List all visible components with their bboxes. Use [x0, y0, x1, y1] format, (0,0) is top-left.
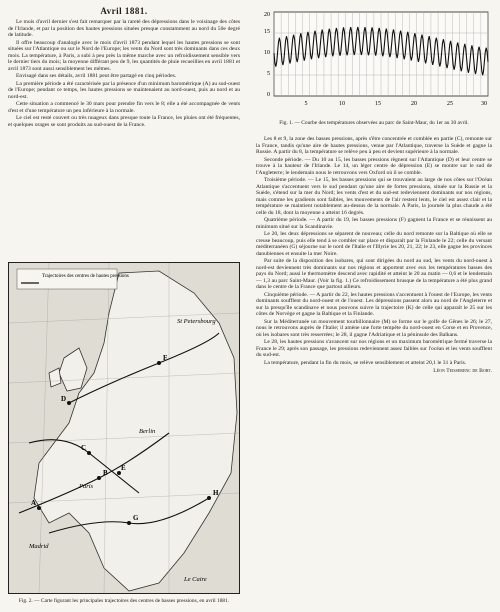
marker-e: E	[121, 464, 126, 472]
marker-b: B	[103, 469, 108, 477]
map-legend: Trajectoires des centres de hautes pressions	[42, 274, 129, 279]
right-paragraph-9: Le 28, les hautes pressions s'avancent sur nos régions et un maximum barométrique fermé traverse la France le 29; après son passage, les pressions redeviennent assez faibles sur l'océan et les vents soufflent du sud-est.	[256, 339, 492, 358]
right-paragraph-3: Troisième période. — Le 15, les basses pressions qui se trouvaient au large de nos côtes sur l'Océan Atlantique s'accentuent vers le sud pendant qu'une aire de fortes pressions, située sur la Russie et la Suède, s'étend sur la mer du Nord; les vents d'est et du sud-est redeviennent dominants sur nos régions, mais comme les gradients sont faibles, les mouvements de l'air restent lents, le ciel est assez clair et la température se maintient notablement au-dessus de la normale. A Paris, la journée la plus chaude a été celle du 18, dont la moyenne a atteint 16 degrés.	[256, 177, 492, 216]
y-tick-15: 15	[264, 29, 270, 35]
y-tick-10: 10	[264, 50, 270, 56]
place-berlin: Berlin	[139, 428, 156, 435]
marker-h: H	[213, 489, 219, 497]
temperature-chart	[256, 8, 492, 118]
right-paragraph-10: La température, pendant la fin du mois, se relève sensiblement et atteint 20,1 le 31 à Paris.	[264, 359, 467, 366]
marker-d: D	[61, 395, 67, 403]
marker-g: G	[133, 514, 139, 522]
x-tick-30: 30	[481, 101, 487, 107]
right-paragraph-6: Par suite de la disposition des isobares, qui sont dirigées du nord au sud, les vents du nord-ouest à nord-est deviennent très dominants sur nos régions et apportent avec eux les températures basses des pays du Nord; aussi le thermomètre descend avec rapidité et atteint le 20 au matin — 0,6 et le lendemain — 1,3 au parc Saint-Maur. (Voir la fig. 1.) Ce refroidissement brusque de la température a été plus grand dans le centre de la France que partout ailleurs.	[256, 258, 492, 290]
place-petersbourg: St Petersbourg	[177, 318, 216, 325]
y-tick-5: 5	[267, 71, 270, 77]
x-tick-25: 25	[447, 101, 453, 107]
x-tick-5: 5	[304, 101, 308, 107]
trajectory-map	[8, 262, 240, 594]
place-paris: Paris	[79, 483, 94, 490]
fig1-caption: Fig. 1. — Courbe des températures observées au parc de Saint-Maur, du 1er au 30 avril.	[279, 120, 469, 126]
map-graphic	[9, 263, 239, 593]
paragraph-1: Le mois d'avril dernier s'est fait remarquer par la rareté des dépressions dans le voisinage des côtes de l'Irlande, et par la position des hautes pressions situées presque constamment au nord du 50e degré de latitude.	[8, 19, 240, 38]
right-paragraph-2: Seconde période. — Du 10 au 15, les basses pressions règnent sur l'Atlantique (D) et leur centre se trouve à la hauteur de l'Irlande. Le 14, un léger centre de dépression (E) se montre sur le sud de l'Angleterre; le lendemain nous le retrouvons vers Oxford où il se comble.	[256, 156, 492, 176]
place-madrid: Madrid	[29, 543, 49, 550]
y-tick-20: 20	[264, 12, 270, 18]
marker-a: A	[31, 499, 37, 507]
right-paragraph-7: Cinquième période. — A partir du 22, les hautes pressions s'accentuent à l'ouest de l'Europe, les vents dominants soufflent du nord-ouest et de l'ouest. Les dépressions passent alors au nord de l'Angleterre et sur la presqu'île scandinave et nous pouvons suivre la trajectoire (K) de celle qui apparaît le 25 sur les côtes de Norvège et gagne la Baltique et la Finlande.	[256, 291, 492, 317]
marker-c: C	[81, 444, 87, 452]
signature: Léon Teisserenc de Bort.	[433, 368, 492, 374]
paragraph-5: Le ciel est resté couvert ou très nuageux dans presque toute la France, les pluies ont été fréquentes, et quelques orages se sont produits au sud-ouest de la France.	[8, 115, 240, 128]
x-tick-20: 20	[411, 101, 417, 107]
place-le-caire: Le Caire	[184, 576, 207, 583]
right-paragraph-8: Sur la Méditerranée un mouvement tourbillonnaire (M) se forme sur le golfe de Gênes le 26; le 27, nous le retrouvons auprès de l'Italie; il amène une forte tempête du nord-ouest en Corse et en Provence, où les isobares sont très resserrées; le 28, il gagne l'Adriatique et la péninsule des Balkans.	[256, 318, 492, 338]
x-tick-10: 10	[339, 101, 345, 107]
right-paragraph-4: Quatrième période. — A partir du 19, les basses pressions (F) gagnent la France et se réunissent au minimum situé sur la Scandinavie.	[256, 217, 492, 230]
article-title: Avril 1881.	[100, 6, 148, 16]
y-tick-0: 0	[267, 92, 270, 98]
marker-f: F	[163, 354, 168, 362]
paragraph-period-1: La première période a été caractérisée par la présence d'un minimum barométrique (A) au sud-ouest de l'Europe; pendant ce temps, les hautes pressions se maintenaient au nord-ouest, puis au nord et au nord-est.	[8, 80, 240, 100]
right-text	[256, 136, 492, 374]
paragraph-3: Envisagé dans ses détails, avril 1881 peut être partagé en cinq périodes.	[16, 73, 177, 79]
x-tick-15: 15	[375, 101, 381, 107]
paragraph-4: Cette situation a commencé le 30 mars pour prendre fin vers le 8; elle a été accompagnée de vents d'est et d'une température un peu inférieure à la normale.	[8, 101, 240, 114]
paragraph-2: Il offre beaucoup d'analogie avec le mois d'avril 1873 pendant lequel les hautes pressions se sont situées sur l'Atlantique ou sur le Nord de l'Europe; les vents du Nord sont très dominants dans ces deux mois. La température, à Paris, a subi à peu près la même marche avec un refroidissement sensible vers le dernier tiers du mois; la moyenne différant peu de 9, les quantités de pluie recueillies en avril 1881 et avril 1873 sont aussi sensiblement les mêmes.	[8, 39, 240, 72]
fig2-caption: Fig. 2. — Carte figurant les principales trajectoires des centres de basses pressions, en avril 1881.	[18, 598, 230, 604]
left-column	[8, 6, 240, 129]
right-paragraph-1: Les 8 et 9, la zone des basses pressions, après s'être concentrée et comblée en partie (C), remonte sur la France, tandis qu'une aire de hautes pressions, venue par l'Atlantique, traverse la Suède et gagne la Russie. A partir du 8, la température se relève peu à peu et devient supérieure à la normale.	[256, 136, 492, 155]
right-paragraph-5: Le 20, les deux dépressions se séparent de nouveau; celle du nord remonte sur la Baltique où elle se creuse beaucoup, puis elle tend à se combler sur place et disparaît par la Finlande le 22; celle du versant méditerranéen (G) séjourne sur le nord de l'Italie et l'Illyrie les 20, 21, 22; le 23, elle gagne les provinces danubiennes et ensuite la mer Noire.	[256, 231, 492, 257]
page	[8, 6, 492, 606]
